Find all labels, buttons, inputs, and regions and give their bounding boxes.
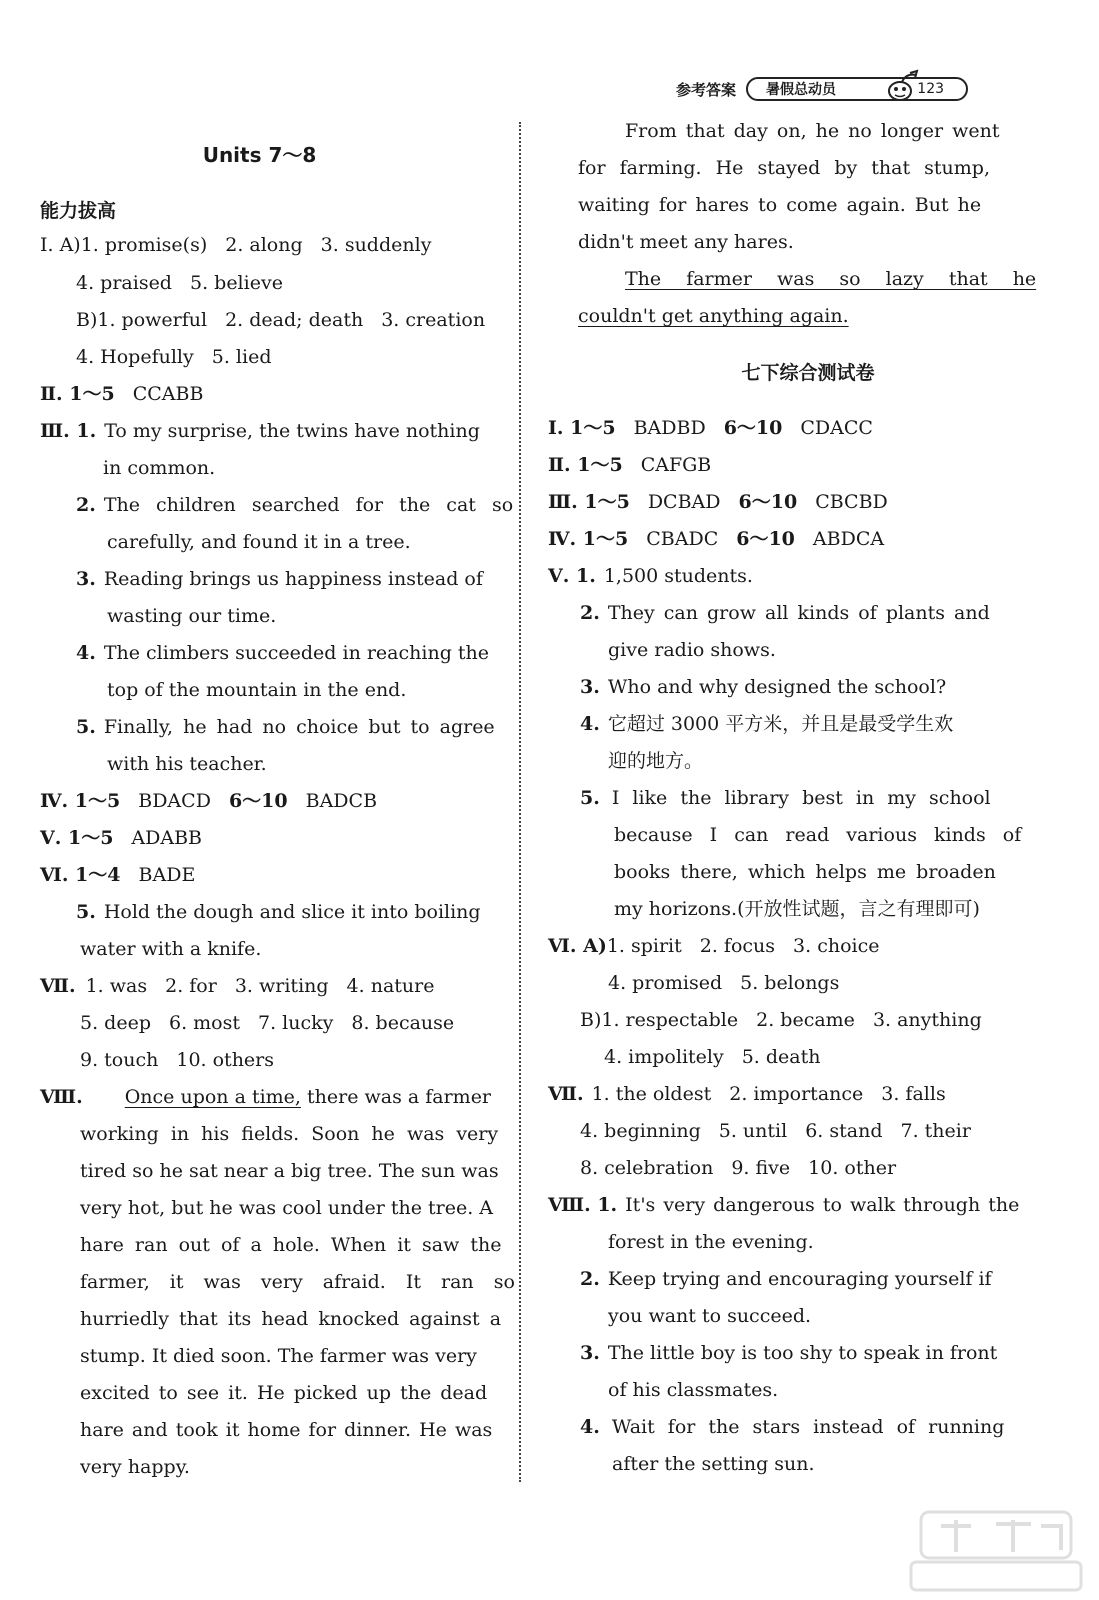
test-title: 七下综合测试卷 bbox=[741, 362, 875, 384]
test-part-vi-b2: 4. impolitely 5. death bbox=[604, 1046, 821, 1068]
test-part-v-2a: 2. They can grow all kinds of plants and bbox=[580, 602, 990, 624]
test-part-viii-3b: of his classmates. bbox=[608, 1379, 779, 1401]
test-part-vii-row2: 4. beginning 5. until 6. stand 7. their bbox=[580, 1120, 971, 1142]
story-line4: didn't meet any hares. bbox=[578, 231, 794, 253]
test-part-vii-row1: Ⅶ. 1. the oldest 2. importance 3. falls bbox=[548, 1083, 946, 1105]
story-line1: From that day on, he no longer went bbox=[625, 120, 1000, 142]
part-i-b-row2: 4. Hopefully 5. lied bbox=[76, 346, 272, 368]
test-part-v-5b: because I can read various kinds of bbox=[614, 824, 1022, 846]
part-viii-line3: tired so he sat near a big tree. The sun was bbox=[80, 1160, 499, 1182]
part-iii-1a: Ⅲ. 1. To my surprise, the twins have nothing bbox=[40, 420, 480, 442]
part-i-a-row2: 4. praised 5. believe bbox=[76, 272, 283, 294]
part-viii-line2: working in his fields. Soon he was very bbox=[80, 1123, 499, 1145]
part-iii-4a: 4. The climbers succeeded in reaching the bbox=[76, 642, 490, 664]
part-vii-row2: 5. deep 6. most 7. lucky 8. because bbox=[80, 1012, 455, 1034]
part-iii-2b: carefully, and found it in a tree. bbox=[107, 531, 411, 553]
test-part-iv: Ⅳ. 1～5 CBADC 6～10 ABDCA bbox=[548, 528, 885, 550]
part-v: Ⅴ. 1～5 ADABB bbox=[40, 827, 203, 849]
test-part-v-4a: 4. 它超过 3000 平方米，并且是最受学生欢 bbox=[580, 713, 954, 735]
part-iii-5a: 5. Finally, he had no choice but to agree bbox=[76, 716, 495, 738]
header-label: 参考答案 bbox=[676, 80, 737, 99]
test-part-v-5a: 5. I like the library best in my school bbox=[580, 787, 991, 809]
watermark-logo-icon bbox=[901, 1506, 1091, 1596]
test-part-viii-1a: Ⅷ. 1. It's very dangerous to walk through the bbox=[548, 1194, 1020, 1216]
test-part-ii: Ⅱ. 1～5 CAFGB bbox=[548, 454, 712, 476]
part-iii-3b: wasting our time. bbox=[107, 605, 277, 627]
units-title: Units 7～8 bbox=[202, 143, 317, 167]
part-iv: Ⅳ. 1～5 BDACD 6～10 BADCB bbox=[40, 790, 378, 812]
part-iii-5b: with his teacher. bbox=[107, 753, 267, 775]
part-i-a-row1: Ⅰ. A)1. promise(s) 2. along 3. suddenly bbox=[40, 234, 432, 256]
test-part-v-1: Ⅴ. 1. 1,500 students. bbox=[548, 565, 753, 587]
part-viii-line6: farmer, it was very afraid. It ran so bbox=[80, 1271, 515, 1293]
test-part-v-2b: give radio shows. bbox=[608, 639, 776, 661]
part-viii-line10: hare and took it home for dinner. He was bbox=[80, 1419, 493, 1441]
test-part-v-4b: 迎的地方。 bbox=[608, 750, 704, 772]
test-part-viii-4a: 4. Wait for the stars instead of running bbox=[580, 1416, 1005, 1438]
part-vi: Ⅵ. 1～4 BADE bbox=[40, 864, 196, 886]
test-part-viii-3a: 3. The little boy is too shy to speak in front bbox=[580, 1342, 998, 1364]
story-line3: waiting for hares to come again. But he bbox=[578, 194, 982, 216]
part-iii-3a: 3. Reading brings us happiness instead of bbox=[76, 568, 483, 590]
test-part-v-5c: books there, which helps me broaden bbox=[614, 861, 996, 883]
page-header bbox=[676, 74, 968, 104]
part-i-b-row1: B)1. powerful 2. dead; death 3. creation bbox=[76, 309, 486, 331]
test-part-vii-row3: 8. celebration 9. five 10. other bbox=[580, 1157, 897, 1179]
test-part-v-5d: my horizons.(开放性试题，言之有理即可) bbox=[614, 898, 980, 920]
column-divider bbox=[519, 122, 521, 1482]
section-title: 能力拔高 bbox=[40, 200, 117, 222]
test-part-vi-b1: B)1. respectable 2. became 3. anything bbox=[580, 1009, 982, 1031]
part-viii-line1: Ⅷ. Once upon a time, there was a farmer bbox=[40, 1086, 492, 1108]
part-viii-line7: hurriedly that its head knocked against a bbox=[80, 1308, 502, 1330]
header-book-pill bbox=[746, 77, 968, 101]
test-part-vi-a1: Ⅵ. A)1. spirit 2. focus 3. choice bbox=[548, 935, 880, 957]
part-vii-row1: Ⅶ. 1. was 2. for 3. writing 4. nature bbox=[40, 975, 435, 997]
test-part-viii-2a: 2. Keep trying and encouraging yourself if bbox=[580, 1268, 992, 1290]
part-iii-2a: 2. The children searched for the cat so bbox=[76, 494, 514, 516]
part-viii-line9: excited to see it. He picked up the dead bbox=[80, 1382, 488, 1404]
part-ii: Ⅱ. 1～5 CCABB bbox=[40, 383, 204, 405]
header-book-title: 暑假总动员 bbox=[766, 82, 837, 98]
story-line5: The farmer was so lazy that he bbox=[625, 268, 1037, 290]
mascot-icon bbox=[884, 69, 920, 103]
part-viii-line8: stump. It died soon. The farmer was very bbox=[80, 1345, 477, 1367]
test-part-vi-a2: 4. promised 5. belongs bbox=[608, 972, 840, 994]
part-vi-5b: water with a knife. bbox=[80, 938, 262, 960]
story-line2: for farming. He stayed by that stump, bbox=[578, 157, 991, 179]
part-viii-line4: very hot, but he was cool under the tree. A bbox=[80, 1197, 493, 1219]
test-part-viii-4b: after the setting sun. bbox=[612, 1453, 815, 1475]
part-iii-4b: top of the mountain in the end. bbox=[107, 679, 407, 701]
part-viii-line5: hare ran out of a hole. When it saw the bbox=[80, 1234, 502, 1256]
test-part-i: Ⅰ. 1～5 BADBD 6～10 CDACC bbox=[548, 417, 873, 439]
test-part-v-3: 3. Who and why designed the school? bbox=[580, 676, 947, 698]
part-iii-1b: in common. bbox=[103, 457, 216, 479]
part-viii-line11: very happy. bbox=[80, 1456, 190, 1478]
test-part-viii-2b: you want to succeed. bbox=[608, 1305, 812, 1327]
story-line6: couldn't get anything again. bbox=[578, 305, 849, 327]
part-vi-5a: 5. Hold the dough and slice it into boiling bbox=[76, 901, 481, 923]
part-vii-row3: 9. touch 10. others bbox=[80, 1049, 275, 1071]
test-part-iii: Ⅲ. 1～5 DCBAD 6～10 CBCBD bbox=[548, 491, 888, 513]
test-part-viii-1b: forest in the evening. bbox=[608, 1231, 814, 1253]
page-number: 123 bbox=[917, 81, 945, 97]
